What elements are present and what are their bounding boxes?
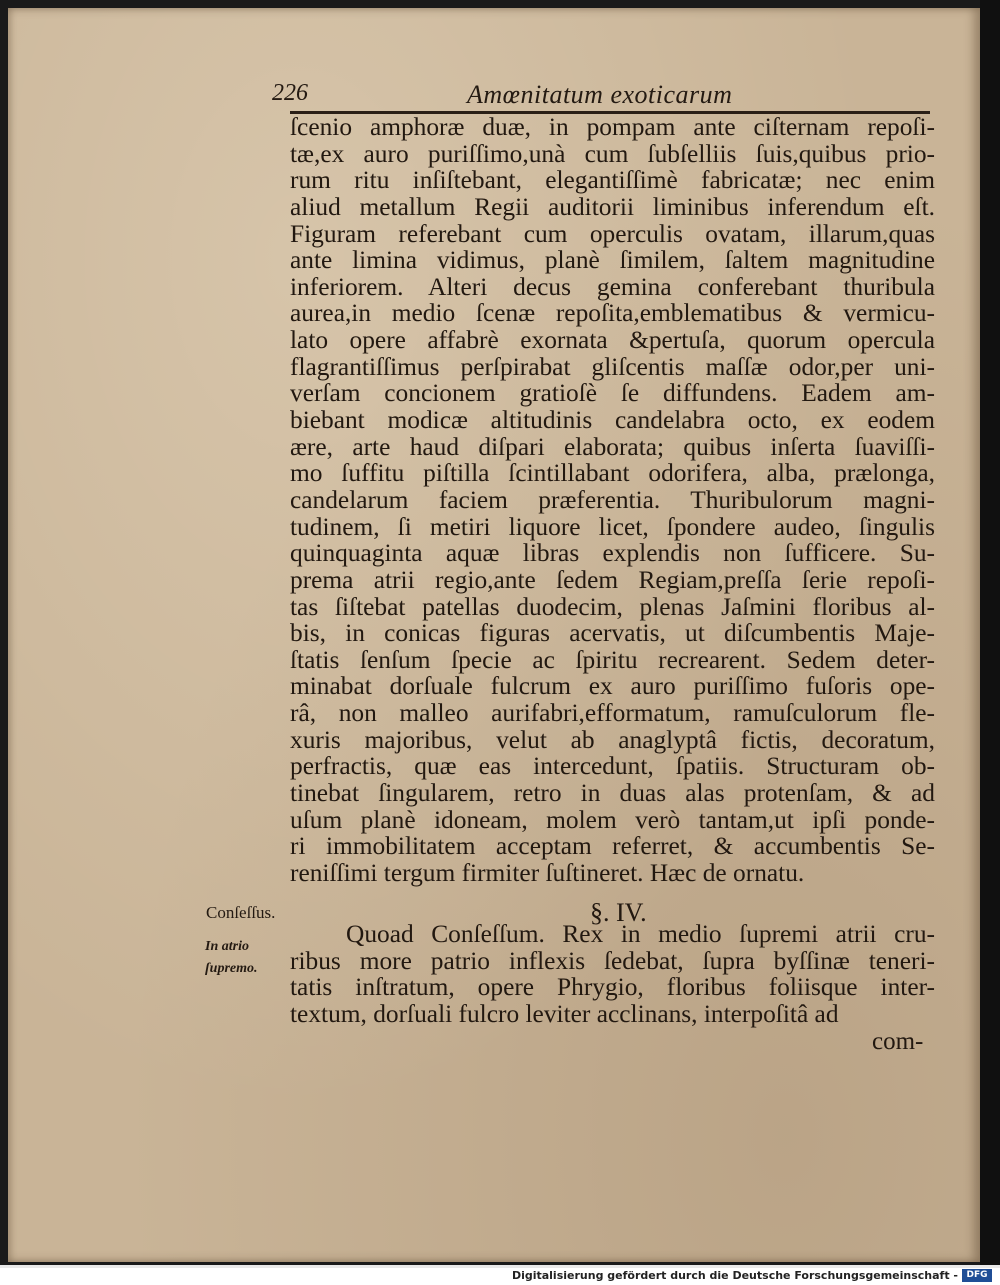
catchword: com-	[872, 1028, 924, 1055]
text-line: tæ,ex auro puriſſimo,unà cum ſubſelliis ſuis,quibus prio-	[290, 139, 935, 168]
margin-note-in-atrio	[205, 936, 285, 980]
text-line: quinquaginta aquæ libras explendis non ſufficere. Su-	[290, 539, 935, 568]
text-line: ſtatis ſenſum ſpecie ac ſpiritu recrearent. Sedem deter-	[290, 645, 935, 674]
text-line: ri immobilitatem acceptam referret, & accumbentis Se-	[290, 832, 935, 861]
text-line: uſum planè idoneam, molem verò tantam,ut ipſi ponde-	[290, 805, 935, 834]
section-heading: §. IV.	[590, 898, 647, 927]
margin-note-consessus: Conſeſſus.	[206, 903, 276, 922]
margin-note-line: In atrio	[205, 939, 249, 954]
text-line: flagrantiſſimus perſpirabat gliſcentis maſſæ odor,per uni-	[290, 352, 935, 381]
running-header	[272, 80, 932, 110]
footer-bar	[0, 1268, 1000, 1285]
main-text-block	[290, 114, 935, 887]
text-line: rum ritu inſiſtebant, elegantiſſimè fabricatæ; nec enim	[290, 166, 935, 195]
text-line: bis, in conicas figuras acervatis, ut diſcumbentis Maje-	[290, 619, 935, 648]
text-line: verſam concionem gratioſè ſe diffundens. Eadem am-	[290, 379, 935, 408]
text-line: ſcenio amphoræ duæ, in pompam ante ciſternam repoſi-	[290, 113, 935, 141]
text-line: tatis inſtratum, opere Phrygio, floribus foliisque inter-	[290, 973, 935, 1002]
text-line: mo ſuffitu piſtilla ſcintillabant odorifera, alba, prælonga,	[290, 459, 935, 488]
text-line: xuris majoribus, velut ab anaglyptâ fictis, decoratum,	[290, 725, 935, 754]
text-line: candelarum faciem præferentia. Thuribulorum magni-	[290, 485, 935, 514]
text-line: Figuram referebant cum operculis ovatam, illarum,quas	[290, 219, 935, 248]
text-line: biebant modicæ altitudinis candelabra octo, ex eodem	[290, 406, 935, 435]
page-edge-shadow	[980, 0, 1000, 1265]
dfg-logo: DFG	[962, 1269, 992, 1282]
text-line: aliud metallum Regii auditorii liminibus inferendum eſt.	[290, 192, 935, 221]
text-line: reniſſimi tergum firmiter ſuſtineret. Hæc de ornatu.	[290, 858, 805, 887]
text-line: textum, dorſuali fulcro leviter acclinans, interpoſitâ ad	[290, 999, 839, 1028]
text-line: ribus more patrio inflexis ſedebat, ſupra byſſinæ teneri-	[290, 946, 935, 975]
text-line: tinebat ſingularem, retro in duas alas protenſam, & ad	[290, 779, 935, 808]
text-line: lato opere affabrè exornata &pertuſa, quorum opercula	[290, 326, 935, 355]
text-line: Quoad Conſeſſum. Rex in medio ſupremi atrii cru-	[346, 920, 935, 948]
running-title: Amœnitatum exoticarum	[467, 80, 733, 109]
text-line: perfractis, quæ eas intercedunt, ſpatiis. Structuram ob-	[290, 752, 935, 781]
text-line: minabat dorſuale fulcrum ex auro puriſſimo fuſoris ope-	[290, 672, 935, 701]
text-line: aurea,in medio ſcenæ repoſita,emblematibus & vermicu-	[290, 299, 935, 328]
page-number: 226	[272, 80, 308, 106]
text-line: tudinem, ſi metiri liquore licet, ſpondere audeo, ſingulis	[290, 512, 935, 541]
second-text-block	[290, 921, 935, 1028]
text-line: ante limina vidimus, planè ſimilem, ſaltem magnitudine	[290, 246, 935, 275]
text-line: râ, non malleo aurifabri,efformatum, ramuſculorum fle-	[290, 699, 935, 728]
footer-credit: Digitalisierung gefördert durch die Deutsche Forschungsgemeinschaft -	[511, 1269, 958, 1282]
text-line: inferiorem. Alteri decus gemina conferebant thuribula	[290, 272, 935, 301]
text-line: prema atrii regio,ante ſedem Regiam,preſſa ſerie repoſi-	[290, 565, 935, 594]
margin-note-line: ſupremo.	[205, 961, 258, 976]
text-line: tas ſiſtebat patellas duodecim, plenas Jaſmini floribus al-	[290, 592, 935, 621]
text-line: ære, arte haud diſpari elaborata; quibus inſerta ſuaviſſi-	[290, 432, 935, 461]
